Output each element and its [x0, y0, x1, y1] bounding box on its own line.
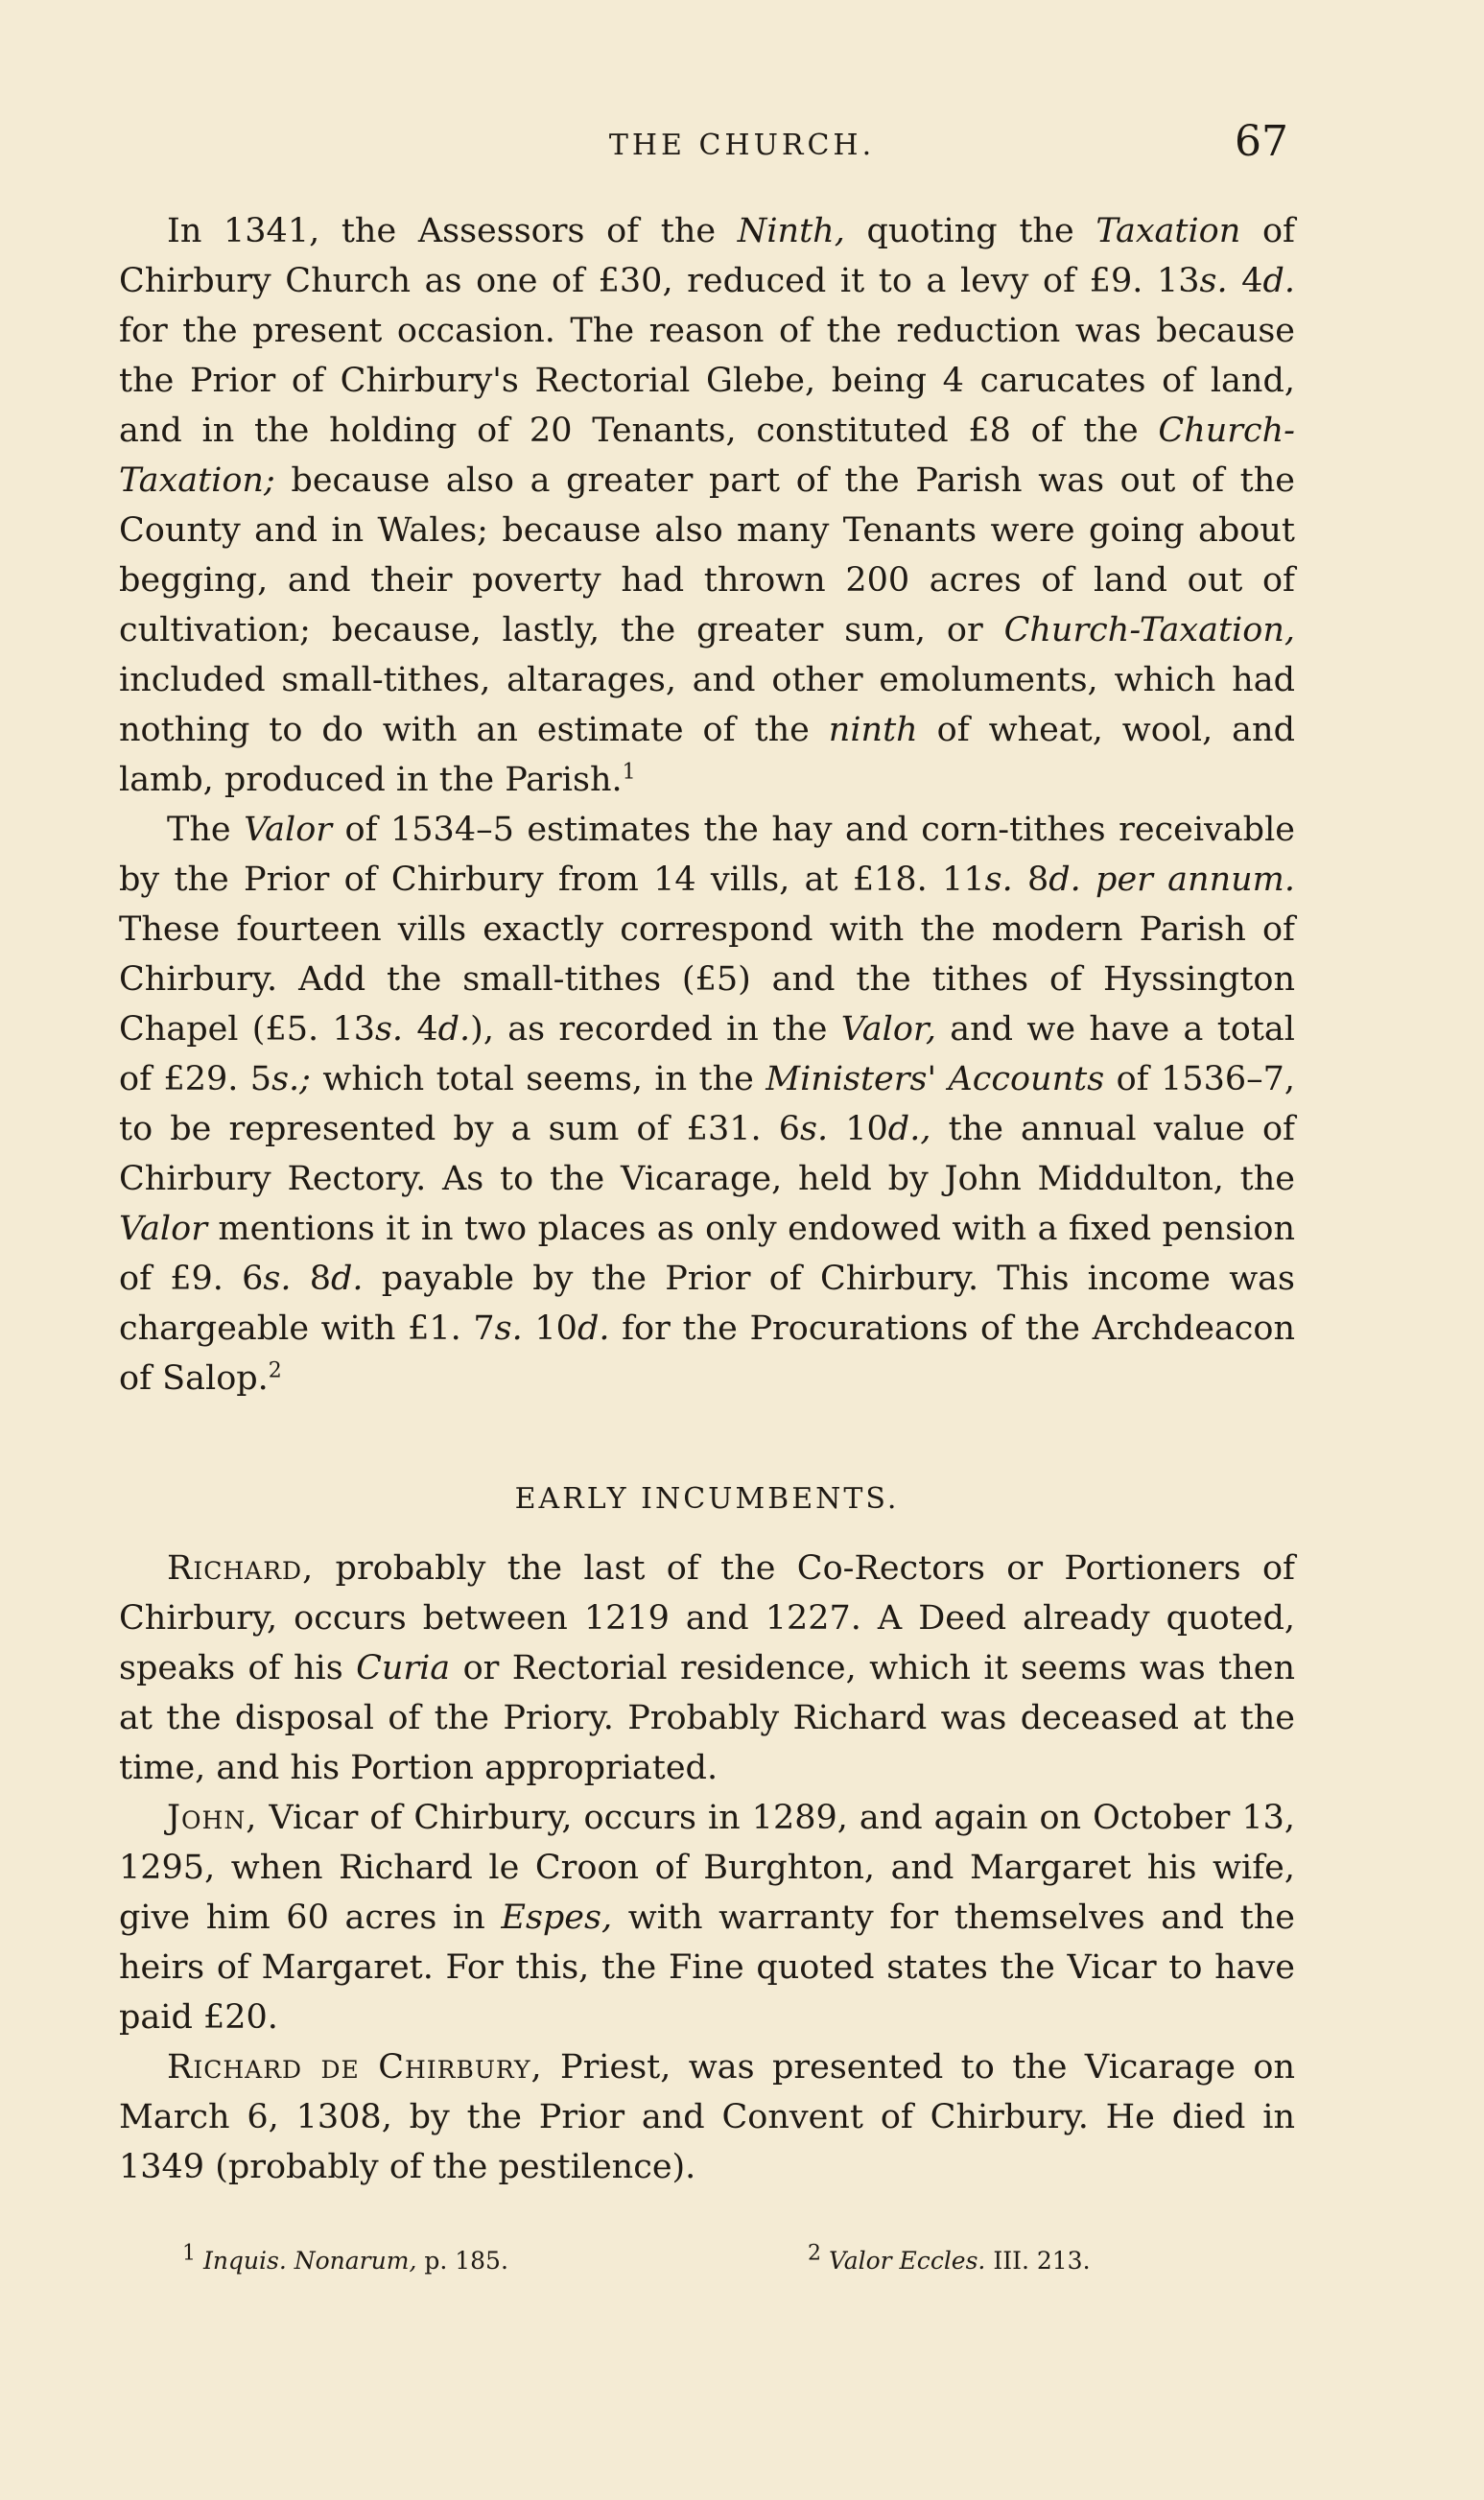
footnote-ref-1: 1: [622, 760, 636, 785]
footnote-ref-2: 2: [268, 1358, 282, 1383]
paragraph-john: John, Vicar of Chirbury, occurs in 1289, and again on October 13, 1295, when Richard le Croon of Burghton, and Margaret his wife, give him 60 acres in Espes, with warranty for themselves and the heirs of Margaret. For this, the Fine quoted states the Vicar to have paid £20.: [119, 1799, 1295, 2037]
footnote-2: $^2$ Valor Eccles. III. 213.: [808, 2241, 1091, 2275]
running-title: THE CHURCH.: [608, 129, 876, 162]
section-heading: EARLY INCUMBENTS.: [514, 1482, 900, 1516]
running-head: [0, 117, 1484, 175]
paragraph-richard-de-chirbury: Richard de Chirbury, Priest, was presented to the Vicarage on March 6, 1308, by the Prior and Convent of Chirbury. He died in 1349 (probably of the pestilence).: [119, 2048, 1295, 2186]
paragraph-1941-ninth: In 1341, the Assessors of the Ninth, quoting the Taxation of Chirbury Church as one of £30, reduced it to a levy of £9. 13s. 4d. for the present occasion. The reason of the reduction was because the Prior of Chirbury's Rectorial Glebe, being 4 carucates of land, and in the holding of 20 Tenants, constituted £8 of the Church-Taxation; because also a greater part of the Parish was out of the County and in Wales; because also many Tenants were going about begging, and their poverty had thrown 200 acres of land out of cultivation; because, lastly, the greater sum, or Church-Taxation, included small-tithes, altarages, and other emoluments, which had nothing to do with an estimate of the ninth of wheat, wool, and lamb, produced in the Parish.$^1$: [119, 212, 1295, 799]
page-number: 67: [1235, 117, 1288, 166]
footnote-1: $^1$ Inquis. Nonarum, p. 185.: [182, 2241, 508, 2275]
body-text: [119, 206, 1295, 2192]
paragraph-valor: The Valor of 1534–5 estimates the hay and corn-tithes receivable by the Prior of Chirbury from 14 vills, at £18. 11s. 8d. per annum. These fourteen vills exactly correspond with the modern Parish of Chirbury. Add the small-tithes (£5) and the tithes of Hyssington Chapel (£5. 13s. 4d.), as recorded in the Valor, and we have a total of £29. 5s.; which total seems, in the Ministers' Accounts of 1536–7, to be represented by a sum of £31. 6s. 10d., the annual value of Chirbury Rectory. As to the Vicarage, held by John Middulton, the Valor mentions it in two places as only endowed with a fixed pension of £9. 6s. 8d. payable by the Prior of Chirbury. This income was chargeable with £1. 7s. 10d. for the Procurations of the Archdeacon of Salop.$^2$: [119, 811, 1296, 1398]
paragraph-richard: Richard, probably the last of the Co-Rectors or Portioners of Chirbury, occurs between 1219 and 1227. A Deed already quoted, speaks of his Curia or Rectorial residence, which it seems was then at the disposal of the Priory. Probably Richard was deceased at the time, and his Portion appropriated.: [119, 1549, 1296, 1787]
